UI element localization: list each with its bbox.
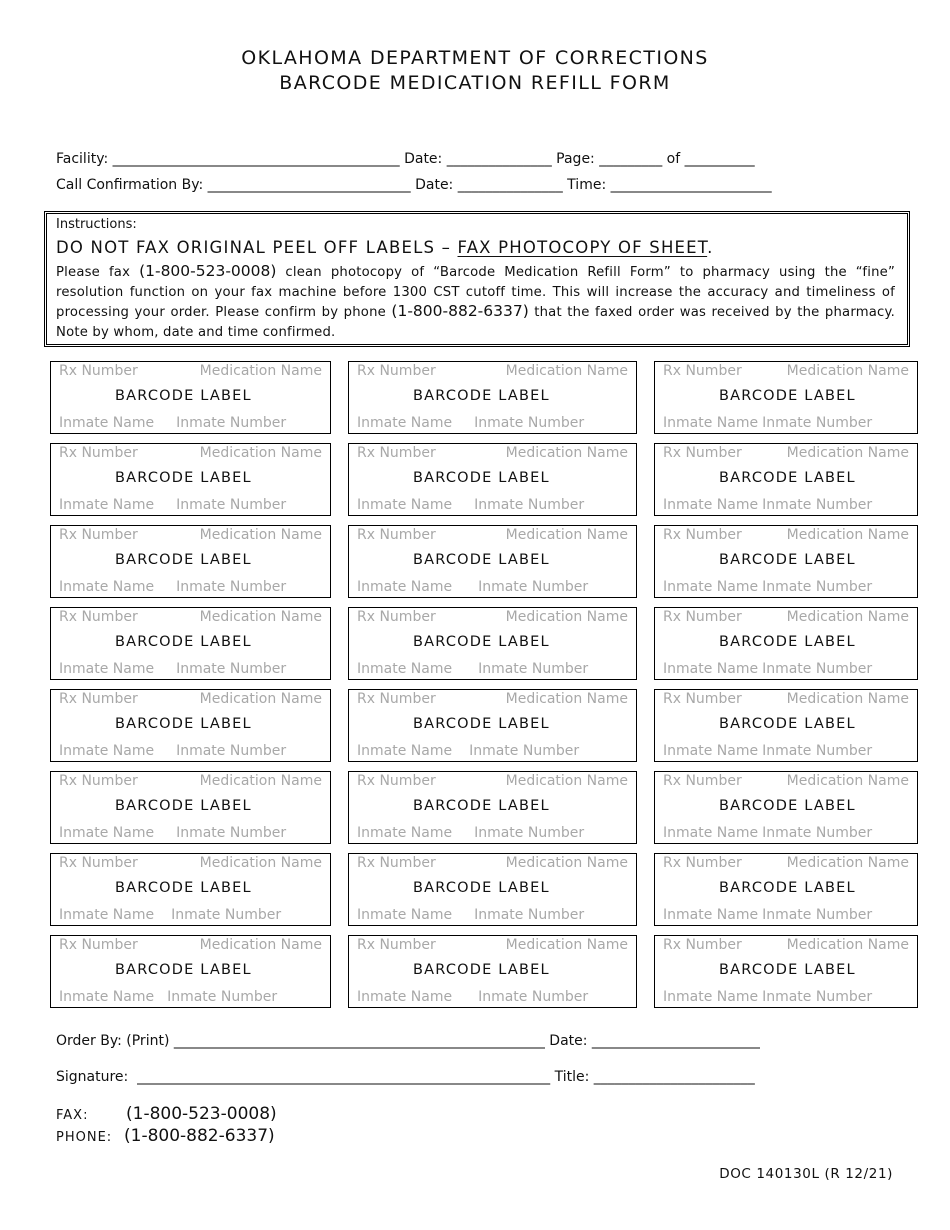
barcode-label-text: BARCODE LABEL	[413, 962, 550, 978]
inmate-number-placeholder: Inmate Number	[762, 907, 873, 923]
barcode-label-cell	[654, 361, 918, 434]
rx-number-placeholder: Rx Number	[357, 691, 436, 707]
cell-bottom-row	[59, 415, 322, 431]
signature-row[interactable]: Signature: ___________________________________________________________ Title: _______________________	[56, 1069, 755, 1085]
cell-top-row	[59, 445, 322, 461]
barcode-label-text: BARCODE LABEL	[719, 552, 856, 568]
instructions-heading-underlined: FAX PHOTOCOPY OF SHEET	[457, 238, 708, 257]
cell-bottom-row	[59, 579, 322, 595]
medication-name-placeholder: Medication Name	[199, 773, 322, 789]
doc-number: DOC 140130L (R 12/21)	[719, 1166, 893, 1182]
barcode-label-cell	[348, 607, 637, 680]
cell-bottom-row	[663, 825, 909, 841]
medication-name-placeholder: Medication Name	[786, 937, 909, 953]
fax-value: (1-800-523-0008)	[126, 1104, 277, 1124]
inmate-number-placeholder: Inmate Number	[176, 743, 287, 759]
barcode-label-cell	[654, 607, 918, 680]
barcode-label-cell	[348, 689, 637, 762]
barcode-label-text: BARCODE LABEL	[413, 880, 550, 896]
cell-top-row	[59, 691, 322, 707]
instructions-box	[44, 211, 910, 347]
medication-name-placeholder: Medication Name	[199, 691, 322, 707]
inmate-number-placeholder: Inmate Number	[762, 743, 873, 759]
medication-name-placeholder: Medication Name	[505, 773, 628, 789]
medication-name-placeholder: Medication Name	[786, 855, 909, 871]
barcode-label-text: BARCODE LABEL	[115, 552, 252, 568]
inmate-name-placeholder: Inmate Name	[59, 989, 155, 1005]
inmate-name-placeholder: Inmate Name	[357, 661, 453, 677]
cell-top-row	[357, 937, 628, 953]
form-title-line-2: BARCODE MEDICATION REFILL FORM	[279, 72, 671, 94]
barcode-label-text: BARCODE LABEL	[413, 388, 550, 404]
cell-top-row	[59, 773, 322, 789]
barcode-label-text: BARCODE LABEL	[413, 798, 550, 814]
medication-name-placeholder: Medication Name	[786, 609, 909, 625]
instructions-body-part-3: that the faxed order was received by the pharmacy. Note by whom, date and time confirmed.	[56, 305, 896, 340]
inmate-name-placeholder: Inmate Name	[357, 825, 453, 841]
cell-top-row	[663, 363, 909, 379]
rx-number-placeholder: Rx Number	[663, 773, 742, 789]
barcode-label-text: BARCODE LABEL	[115, 798, 252, 814]
inmate-number-placeholder: Inmate Number	[176, 579, 287, 595]
medication-name-placeholder: Medication Name	[505, 855, 628, 871]
inmate-name-placeholder: Inmate Name	[663, 825, 759, 841]
medication-name-placeholder: Medication Name	[505, 363, 628, 379]
inmate-name-placeholder: Inmate Name	[59, 743, 155, 759]
cell-bottom-row	[357, 497, 628, 513]
inmate-number-placeholder: Inmate Number	[474, 825, 585, 841]
medication-name-placeholder: Medication Name	[199, 445, 322, 461]
rx-number-placeholder: Rx Number	[357, 855, 436, 871]
medication-name-placeholder: Medication Name	[199, 855, 322, 871]
fax-label: FAX:	[56, 1108, 89, 1123]
barcode-label-cell	[348, 443, 637, 516]
cell-bottom-row	[663, 497, 909, 513]
cell-top-row	[59, 527, 322, 543]
rx-number-placeholder: Rx Number	[59, 937, 138, 953]
instructions-body-part-2: clean photocopy of “Barcode Medication Refill Form” to pharmacy using the “fine” resolution function on your fax machine before 1300 CST cutoff time. This will increase the accuracy and timeliness of processing your order. Please confirm by phone	[56, 265, 895, 320]
medication-name-placeholder: Medication Name	[505, 609, 628, 625]
barcode-label-text: BARCODE LABEL	[115, 880, 252, 896]
cell-bottom-row	[357, 415, 628, 431]
barcode-label-text: BARCODE LABEL	[719, 962, 856, 978]
cell-top-row	[357, 773, 628, 789]
barcode-label-cell	[654, 689, 918, 762]
barcode-label-text: BARCODE LABEL	[115, 634, 252, 650]
barcode-label-text: BARCODE LABEL	[719, 798, 856, 814]
cell-bottom-row	[59, 661, 322, 677]
rx-number-placeholder: Rx Number	[663, 527, 742, 543]
inmate-number-placeholder: Inmate Number	[478, 661, 589, 677]
cell-bottom-row	[357, 989, 628, 1005]
inmate-number-placeholder: Inmate Number	[762, 825, 873, 841]
rx-number-placeholder: Rx Number	[59, 609, 138, 625]
medication-name-placeholder: Medication Name	[199, 363, 322, 379]
barcode-label-text: BARCODE LABEL	[413, 470, 550, 486]
inmate-name-placeholder: Inmate Name	[357, 907, 453, 923]
inmate-name-placeholder: Inmate Name	[59, 415, 155, 431]
fax-contact	[56, 1104, 277, 1124]
cell-bottom-row	[663, 907, 909, 923]
medication-name-placeholder: Medication Name	[786, 773, 909, 789]
inmate-name-placeholder: Inmate Name	[59, 579, 155, 595]
inmate-number-placeholder: Inmate Number	[176, 825, 287, 841]
cell-top-row	[663, 527, 909, 543]
rx-number-placeholder: Rx Number	[663, 937, 742, 953]
instructions-heading-text: DO NOT FAX ORIGINAL PEEL OFF LABELS –	[56, 238, 458, 257]
cell-bottom-row	[59, 497, 322, 513]
inmate-name-placeholder: Inmate Name	[357, 579, 453, 595]
cell-bottom-row	[663, 743, 909, 759]
instructions-fax-number: (1-800-523-0008)	[139, 262, 277, 280]
instructions-label: Instructions:	[56, 217, 137, 232]
rx-number-placeholder: Rx Number	[59, 855, 138, 871]
cell-top-row	[357, 445, 628, 461]
barcode-label-cell	[50, 853, 331, 926]
cell-top-row	[59, 855, 322, 871]
inmate-number-placeholder: Inmate Number	[762, 661, 873, 677]
inmate-name-placeholder: Inmate Name	[357, 989, 453, 1005]
inmate-number-placeholder: Inmate Number	[171, 907, 282, 923]
barcode-label-cell	[50, 689, 331, 762]
barcode-label-text: BARCODE LABEL	[719, 388, 856, 404]
medication-name-placeholder: Medication Name	[199, 527, 322, 543]
rx-number-placeholder: Rx Number	[357, 609, 436, 625]
rx-number-placeholder: Rx Number	[663, 855, 742, 871]
inmate-name-placeholder: Inmate Name	[357, 415, 453, 431]
order-by-row[interactable]: Order By: (Print) _____________________________________________________ Date: ________________________	[56, 1033, 760, 1049]
rx-number-placeholder: Rx Number	[663, 609, 742, 625]
cell-bottom-row	[59, 989, 322, 1005]
inmate-name-placeholder: Inmate Name	[59, 907, 155, 923]
barcode-label-cell	[50, 935, 331, 1008]
inmate-number-placeholder: Inmate Number	[167, 989, 278, 1005]
barcode-label-cell	[654, 853, 918, 926]
medication-name-placeholder: Medication Name	[786, 445, 909, 461]
inmate-name-placeholder: Inmate Name	[663, 497, 759, 513]
barcode-label-text: BARCODE LABEL	[115, 388, 252, 404]
medication-name-placeholder: Medication Name	[786, 691, 909, 707]
barcode-label-cell	[654, 935, 918, 1008]
inmate-number-placeholder: Inmate Number	[474, 415, 585, 431]
rx-number-placeholder: Rx Number	[59, 691, 138, 707]
inmate-number-placeholder: Inmate Number	[478, 579, 589, 595]
barcode-label-text: BARCODE LABEL	[719, 634, 856, 650]
cell-bottom-row	[663, 415, 909, 431]
inmate-name-placeholder: Inmate Name	[663, 415, 759, 431]
cell-bottom-row	[357, 661, 628, 677]
medication-name-placeholder: Medication Name	[199, 937, 322, 953]
inmate-name-placeholder: Inmate Name	[357, 497, 453, 513]
cell-top-row	[663, 773, 909, 789]
cell-top-row	[663, 855, 909, 871]
barcode-label-cell	[50, 443, 331, 516]
barcode-label-text: BARCODE LABEL	[115, 470, 252, 486]
cell-bottom-row	[663, 661, 909, 677]
rx-number-placeholder: Rx Number	[59, 363, 138, 379]
inmate-name-placeholder: Inmate Name	[663, 907, 759, 923]
barcode-label-cell	[50, 525, 331, 598]
barcode-label-text: BARCODE LABEL	[719, 880, 856, 896]
inmate-number-placeholder: Inmate Number	[762, 579, 873, 595]
barcode-label-cell	[654, 525, 918, 598]
rx-number-placeholder: Rx Number	[357, 937, 436, 953]
cell-top-row	[357, 609, 628, 625]
medication-name-placeholder: Medication Name	[786, 363, 909, 379]
barcode-label-cell	[348, 935, 637, 1008]
barcode-label-text: BARCODE LABEL	[413, 552, 550, 568]
medication-name-placeholder: Medication Name	[505, 445, 628, 461]
cell-bottom-row	[357, 907, 628, 923]
rx-number-placeholder: Rx Number	[59, 445, 138, 461]
medication-name-placeholder: Medication Name	[505, 691, 628, 707]
instructions-heading	[56, 236, 895, 260]
cell-top-row	[59, 937, 322, 953]
barcode-label-cell	[50, 771, 331, 844]
barcode-label-text: BARCODE LABEL	[719, 470, 856, 486]
phone-contact	[56, 1126, 275, 1146]
barcode-label-text: BARCODE LABEL	[413, 634, 550, 650]
rx-number-placeholder: Rx Number	[663, 445, 742, 461]
inmate-number-placeholder: Inmate Number	[762, 415, 873, 431]
barcode-label-cell	[348, 771, 637, 844]
barcode-label-cell	[654, 443, 918, 516]
cell-top-row	[663, 445, 909, 461]
rx-number-placeholder: Rx Number	[357, 773, 436, 789]
barcode-label-cell	[50, 361, 331, 434]
cell-top-row	[59, 363, 322, 379]
cell-bottom-row	[59, 907, 322, 923]
inmate-number-placeholder: Inmate Number	[762, 989, 873, 1005]
inmate-name-placeholder: Inmate Name	[663, 579, 759, 595]
barcode-label-cell	[348, 361, 637, 434]
inmate-name-placeholder: Inmate Name	[59, 661, 155, 677]
cell-top-row	[357, 527, 628, 543]
barcode-label-cell	[348, 525, 637, 598]
medication-name-placeholder: Medication Name	[505, 527, 628, 543]
inmate-number-placeholder: Inmate Number	[176, 415, 287, 431]
inmate-name-placeholder: Inmate Name	[59, 825, 155, 841]
cell-top-row	[59, 609, 322, 625]
inmate-number-placeholder: Inmate Number	[176, 497, 287, 513]
inmate-number-placeholder: Inmate Number	[469, 743, 580, 759]
barcode-label-text: BARCODE LABEL	[115, 716, 252, 732]
phone-value: (1-800-882-6337)	[124, 1126, 275, 1146]
instructions-body	[56, 262, 895, 342]
inmate-number-placeholder: Inmate Number	[762, 497, 873, 513]
medication-name-placeholder: Medication Name	[786, 527, 909, 543]
cell-bottom-row	[357, 825, 628, 841]
rx-number-placeholder: Rx Number	[357, 445, 436, 461]
rx-number-placeholder: Rx Number	[357, 527, 436, 543]
barcode-label-text: BARCODE LABEL	[413, 716, 550, 732]
form-title-line-1: OKLAHOMA DEPARTMENT OF CORRECTIONS	[241, 47, 709, 69]
medication-name-placeholder: Medication Name	[199, 609, 322, 625]
barcode-label-cell	[348, 853, 637, 926]
cell-bottom-row	[59, 743, 322, 759]
rx-number-placeholder: Rx Number	[663, 691, 742, 707]
barcode-label-text: BARCODE LABEL	[719, 716, 856, 732]
cell-bottom-row	[59, 825, 322, 841]
rx-number-placeholder: Rx Number	[357, 363, 436, 379]
inmate-name-placeholder: Inmate Name	[663, 743, 759, 759]
barcode-label-cell	[50, 607, 331, 680]
cell-bottom-row	[357, 743, 628, 759]
cell-top-row	[663, 937, 909, 953]
inmate-name-placeholder: Inmate Name	[663, 661, 759, 677]
instructions-phone-number: (1-800-882-6337)	[391, 302, 529, 320]
call-confirmation-row[interactable]: Call Confirmation By: _____________________________ Date: _______________ Time: _______________________	[56, 177, 772, 193]
cell-top-row	[357, 855, 628, 871]
cell-bottom-row	[663, 579, 909, 595]
inmate-number-placeholder: Inmate Number	[474, 907, 585, 923]
instructions-heading-period: .	[707, 238, 714, 257]
cell-top-row	[357, 691, 628, 707]
inmate-name-placeholder: Inmate Name	[357, 743, 453, 759]
inmate-number-placeholder: Inmate Number	[478, 989, 589, 1005]
rx-number-placeholder: Rx Number	[663, 363, 742, 379]
inmate-number-placeholder: Inmate Number	[176, 661, 287, 677]
cell-top-row	[357, 363, 628, 379]
barcode-label-cell	[654, 771, 918, 844]
rx-number-placeholder: Rx Number	[59, 773, 138, 789]
instructions-body-part-1: Please fax	[56, 265, 140, 280]
inmate-number-placeholder: Inmate Number	[474, 497, 585, 513]
cell-top-row	[663, 691, 909, 707]
medication-name-placeholder: Medication Name	[505, 937, 628, 953]
rx-number-placeholder: Rx Number	[59, 527, 138, 543]
inmate-name-placeholder: Inmate Name	[59, 497, 155, 513]
cell-top-row	[663, 609, 909, 625]
barcode-label-text: BARCODE LABEL	[115, 962, 252, 978]
cell-bottom-row	[663, 989, 909, 1005]
inmate-name-placeholder: Inmate Name	[663, 989, 759, 1005]
cell-bottom-row	[357, 579, 628, 595]
facility-row[interactable]: Facility: _________________________________________ Date: _______________ Page: _________ of __________	[56, 151, 755, 167]
phone-label: PHONE:	[56, 1130, 113, 1145]
